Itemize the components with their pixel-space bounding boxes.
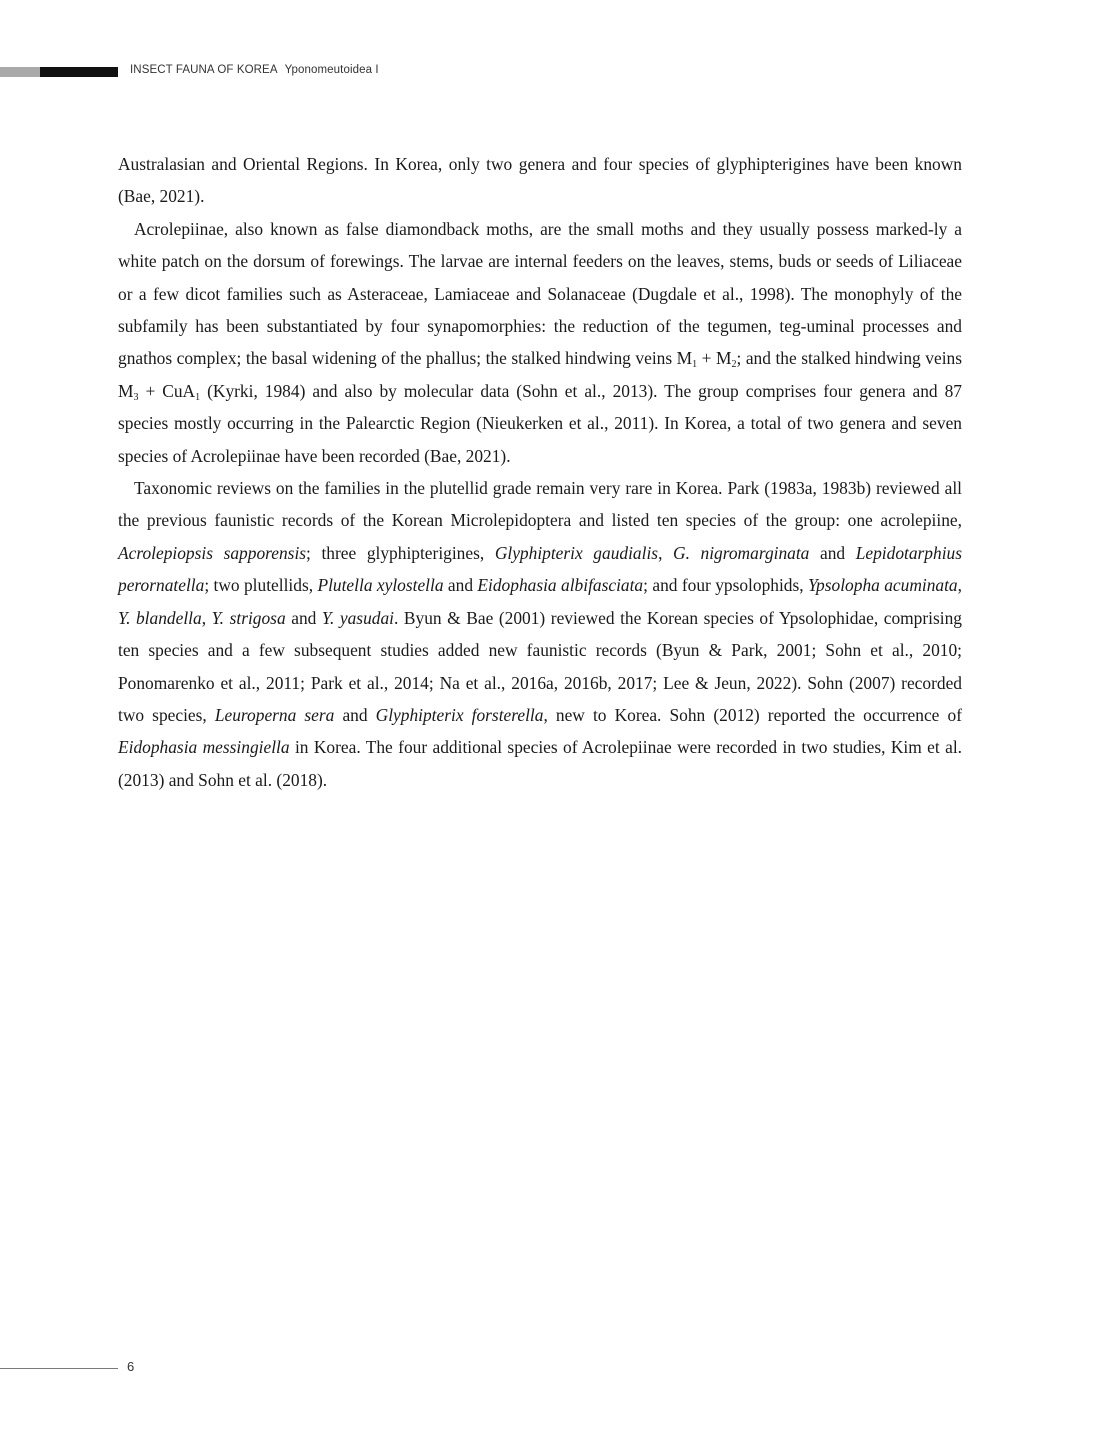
species-name: Leuroperna sera	[214, 704, 335, 725]
header-bar-black	[40, 67, 118, 77]
subscript: 2	[731, 359, 737, 371]
text-segment: , new to Korea. Sohn (2012) reported the occurrence of	[543, 704, 962, 725]
species-name: Y. yasudai	[321, 607, 394, 628]
text-segment: Acrolepiinae, also known as false diamondback moths, are the small moths and they usually possess marked-ly a white patch on the dorsum of forewings. The larvae are internal feeders on the leaves, stems, buds or seeds of Liliaceae or a few dicot families such as Asteraceae, Lamiaceae and Solanaceae (Dugdale et al., 1998). The monophyly of the subfamily has been substantiated by four synapomorphies: the reduction of the tegumen, teg-uminal processes and gnathos complex; the basal widening of the phallus; the stalked hindwing veins M	[118, 218, 962, 369]
text-segment: ; and four ypsolophids,	[643, 575, 808, 596]
subscript: 1	[195, 391, 201, 403]
text-segment: and	[334, 704, 376, 725]
body-text	[118, 148, 962, 796]
paragraph-1	[118, 148, 962, 213]
header-bar-gray	[0, 67, 40, 77]
species-name: Eidophasia albifasciata	[477, 575, 644, 596]
text-segment: ; and the stalked hindwing veins M	[118, 348, 962, 401]
species-name: Eidophasia messingiella	[118, 737, 290, 758]
text-segment: and	[285, 607, 322, 628]
text-segment: Australasian and Oriental Regions. In Korea, only two genera and four species of glyphipterigines have been known (Bae, 2021).	[118, 154, 962, 207]
paragraph-2	[118, 213, 962, 472]
species-name: G. nigromarginata	[673, 542, 810, 563]
text-segment: ; three glyphipterigines,	[306, 542, 495, 563]
text-segment: ,	[658, 542, 674, 563]
species-name: Plutella xylostella	[317, 575, 444, 596]
subscript: 1	[692, 359, 698, 371]
text-segment: + CuA	[138, 380, 196, 401]
text-segment: ; two plutellids,	[204, 575, 318, 596]
footer-rule	[0, 1368, 118, 1369]
volume-title: Yponomeutoidea I	[284, 64, 379, 76]
subscript: 3	[133, 391, 139, 403]
text-segment: and	[443, 575, 478, 596]
text-segment: ,	[957, 575, 962, 596]
text-segment: Taxonomic reviews on the families in the plutellid grade remain very rare in Korea. Park (1983a, 1983b) reviewed all the previous faunistic records of the Korean Microlepidoptera and listed ten species of the group: one acrolepiine,	[118, 478, 962, 531]
text-segment: . Byun & Bae (2001) reviewed the Korean species of Ypsolophidae, comprising ten species and a few subsequent studies added new faunistic records (Byun & Park, 2001; Sohn et al., 2010; Ponomarenko et al., 2011; Park et al., 2014; Na et al., 2016a, 2016b, 2017; Lee & Jeun, 2022). Sohn (2007) recorded two species,	[118, 607, 962, 725]
species-name: Ypsolopha acuminata	[807, 575, 958, 596]
running-head	[130, 64, 379, 76]
species-name: Acrolepiopsis sapporensis	[118, 542, 307, 563]
species-name: Glyphipterix forsterella	[375, 704, 544, 725]
page-number: 6	[127, 1359, 135, 1374]
text-segment: + M	[697, 348, 732, 369]
text-segment: in Korea. The four additional species of Acrolepiinae were recorded in two studies, Kim et al. (2013) and Sohn et al. (2018).	[118, 737, 962, 790]
paragraph-3	[118, 472, 962, 796]
species-name: Glyphipterix gaudialis	[494, 542, 659, 563]
species-name: Lepidotarphius perornatella	[118, 542, 962, 596]
species-name: Y. blandella	[118, 607, 202, 628]
species-name: Y. strigosa	[211, 607, 286, 628]
text-segment: (Kyrki, 1984) and also by molecular data (Sohn et al., 2013). The group comprises four genera and 87 species mostly occurring in the Palearctic Region (Nieukerken et al., 2011). In Korea, a total of two genera and seven species of Acrolepiinae have been recorded (Bae, 2021).	[118, 380, 963, 466]
text-segment: ,	[201, 607, 212, 628]
text-segment: and	[809, 542, 856, 563]
series-title: INSECT FAUNA OF KOREA	[130, 64, 278, 76]
